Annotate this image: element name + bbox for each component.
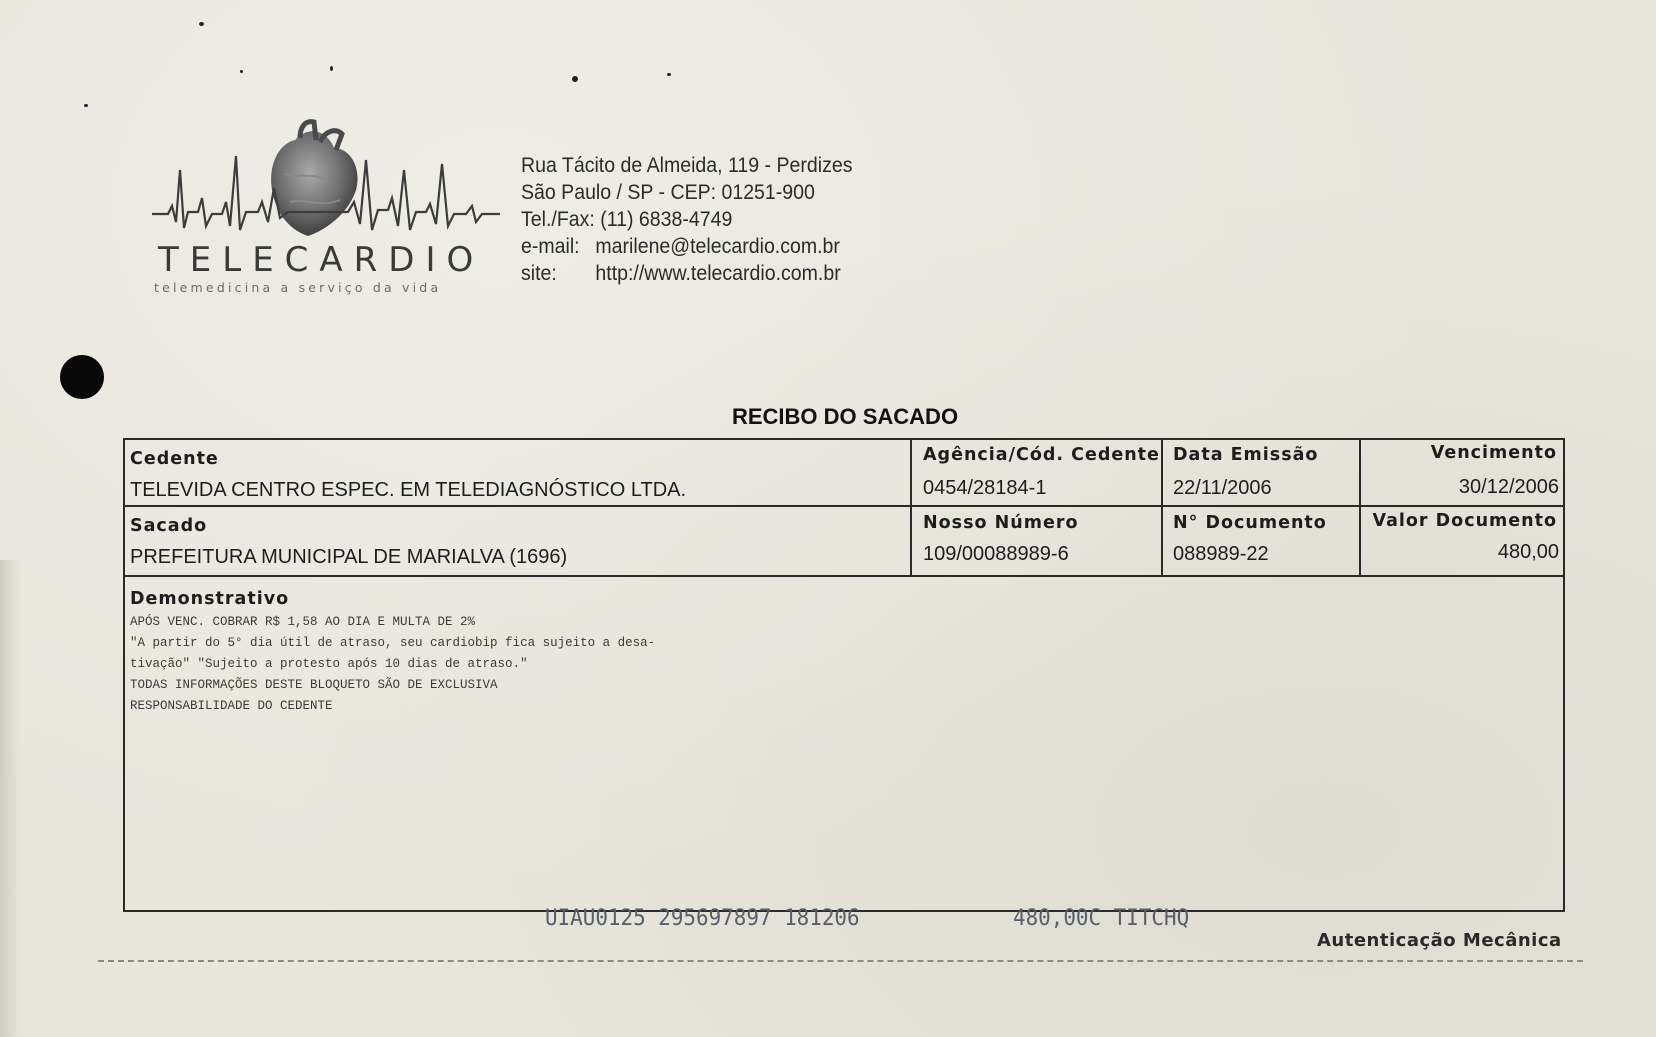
demonstrativo-label: Demonstrativo: [130, 589, 290, 609]
row-divider: [123, 505, 1565, 507]
agencia-label: Agência/Cód. Cedente: [923, 445, 1160, 465]
logo-wordmark: TELECARDIO: [158, 240, 485, 280]
column-divider: [1359, 438, 1361, 577]
document-title: RECIBO DO SACADO: [731, 404, 959, 429]
heart-ecg-icon: [150, 118, 500, 248]
demonstrativo-line: "A partir do 5° dia útil de atraso, seu cardiobip fica sujeito a desa-: [130, 636, 656, 650]
logo-tagline: telemedicina a serviço da vida: [154, 280, 442, 295]
column-divider: [910, 438, 912, 577]
paper-speck: [330, 66, 333, 71]
email-label: e-mail:: [521, 235, 580, 258]
mechanical-stamp: UIAU0125 295697897 181206: [545, 906, 860, 931]
site-value: http://www.telecardio.com.br: [595, 262, 841, 285]
documento-value: 088989-22: [1173, 543, 1269, 565]
valor-value: 480,00: [1497, 541, 1559, 563]
nosso-numero-label: Nosso Número: [923, 513, 1079, 533]
emissao-value: 22/11/2006: [1173, 477, 1272, 499]
email-value: marilene@telecardio.com.br: [595, 235, 840, 258]
demonstrativo-line: RESPONSABILIDADE DO CEDENTE: [130, 699, 333, 713]
telecardio-logo: [150, 118, 500, 298]
vencimento-label: Vencimento: [1430, 443, 1557, 463]
cut-line: [98, 960, 1583, 962]
paper-speck: [199, 22, 204, 26]
address-email-row: [521, 233, 852, 260]
cedente-label: Cedente: [130, 449, 219, 469]
sacado-value: PREFEITURA MUNICIPAL DE MARIALVA (1696): [130, 546, 568, 568]
cedente-value: TELEVIDA CENTRO ESPEC. EM TELEDIAGNÓSTICO LTDA.: [130, 479, 687, 501]
punch-hole: [60, 355, 104, 399]
emissao-label: Data Emissão: [1173, 445, 1319, 465]
address-street: Rua Tácito de Almeida, 119 - Perdizes: [521, 154, 853, 177]
address-city: São Paulo / SP - CEP: 01251-900: [521, 181, 815, 204]
vencimento-value: 30/12/2006: [1458, 476, 1559, 498]
documento-label: N° Documento: [1173, 513, 1327, 533]
sacado-label: Sacado: [130, 516, 208, 536]
mechanical-stamp-amount: 480,00C TITCHQ: [1013, 906, 1190, 931]
address-phone: Tel./Fax: (11) 6838-4749: [521, 208, 733, 231]
demonstrativo-line: tivação" "Sujeito a protesto após 10 dias de atraso.": [130, 657, 528, 671]
paper-speck: [667, 73, 671, 76]
paper-speck: [84, 104, 88, 107]
paper-edge: [0, 560, 22, 1037]
column-divider: [1161, 438, 1163, 577]
agencia-value: 0454/28184-1: [923, 477, 1047, 499]
paper-speck: [240, 70, 243, 73]
nosso-numero-value: 109/00088989-6: [923, 543, 1069, 565]
demonstrativo-line: APÓS VENC. COBRAR R$ 1,58 AO DIA E MULTA DE 2%: [130, 615, 476, 629]
address-site-row: [521, 260, 852, 287]
site-label: site:: [521, 262, 557, 285]
demonstrativo-line: TODAS INFORMAÇÕES DESTE BLOQUETO SÃO DE EXCLUSIVA: [130, 678, 498, 692]
paper-speck: [572, 76, 578, 82]
authentication-label: Autenticação Mecânica: [1317, 930, 1562, 951]
row-divider: [123, 575, 1565, 577]
valor-label: Valor Documento: [1372, 511, 1557, 531]
demonstrativo-text: [130, 612, 655, 717]
company-address: [521, 152, 852, 287]
